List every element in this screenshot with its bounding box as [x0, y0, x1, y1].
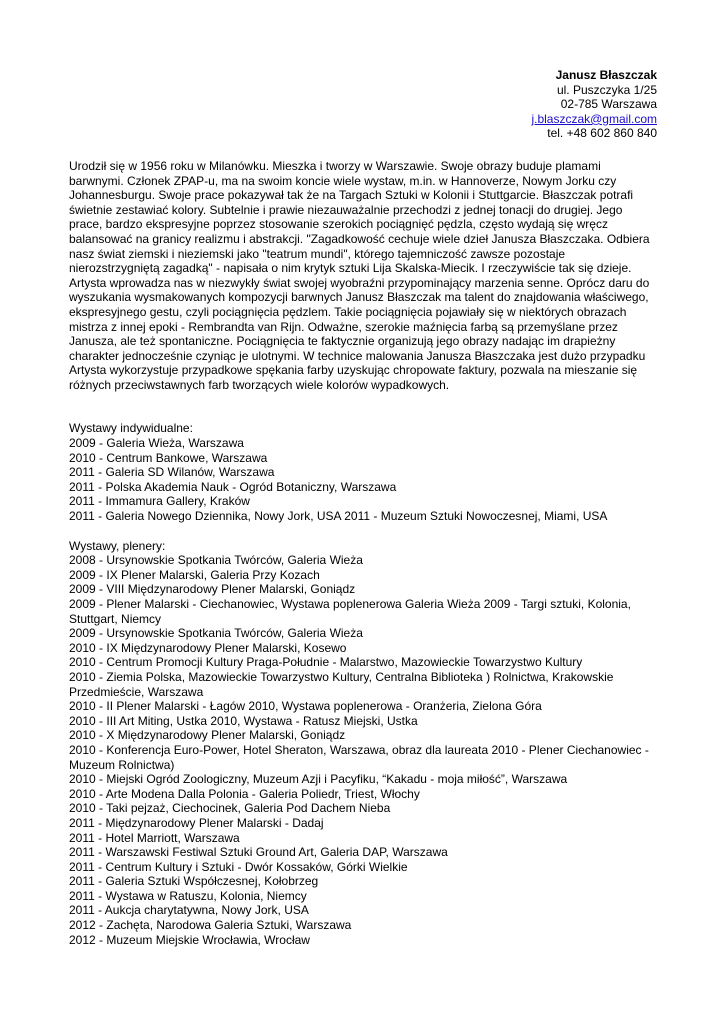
- solo-exhibition-item: 2009 - Galeria Wieża, Warszawa: [69, 436, 244, 451]
- city-address: 02-785 Warszawa: [560, 97, 657, 112]
- group-exhibition-item: 2010 - Miejski Ogród Zoologiczny, Muzeum Azji i Pacyfiku, “Kakadu - moja miłość”, Warszawa: [69, 772, 568, 787]
- solo-exhibition-item: 2011 - Galeria Nowego Dziennika, Nowy Jork, USA 2011 - Muzeum Sztuki Nowoczesnej, Miami, USA: [69, 509, 608, 524]
- group-exhibition-item: 2009 - Ursynowskie Spotkania Twórców, Galeria Wieża: [69, 626, 363, 641]
- solo-exhibition-item: 2010 - Centrum Bankowe, Warszawa: [69, 450, 268, 465]
- group-exhibition-item: 2010 - Konferencja Euro-Power, Hotel Sheraton, Warszawa, obraz dla laureata 2010 - Plener Ciechanowiec - Muzeum Rolnictwa): [69, 742, 649, 772]
- group-exhibition-item: 2011 - Centrum Kultury i Sztuki - Dwór Kossaków, Górki Wielkie: [69, 859, 408, 874]
- group-exhibition-item: 2009 - Plener Malarski - Ciechanowiec, Wystawa poplenerowa Galeria Wieża 2009 - Targi sztuki, Kolonia, Stuttgart, Niemcy: [69, 597, 631, 626]
- group-exhibition-item: 2012 - Zachęta, Narodowa Galeria Sztuki, Warszawa: [69, 918, 352, 933]
- email-link[interactable]: j.blaszczak@gmail.com: [531, 111, 657, 126]
- solo-exhibition-item: 2011 - Immamura Gallery, Kraków: [69, 494, 250, 509]
- group-exhibition-item: 2010 - Ziemia Polska, Mazowieckie Towarzystwo Kultury, Centralna Biblioteka ) Rolnictwa, Krakowskie Przedmieście, Warszawa: [69, 669, 614, 699]
- solo-exhibitions-section: [69, 421, 657, 523]
- group-exhibition-item: 2010 - IX Międzynarodowy Plener Malarski, Kosewo: [69, 640, 347, 655]
- group-exhibition-item: 2011 - Galeria Sztuki Współczesnej, Kołobrzeg: [69, 874, 319, 889]
- group-exhibition-item: 2010 - II Plener Malarski - Łagów 2010, Wystawa poplenerowa - Oranżeria, Zielona Góra: [69, 699, 542, 714]
- group-exhibition-item: 2011 - Aukcja charytatywna, Nowy Jork, USA: [69, 903, 309, 918]
- biography-paragraph: Urodził się w 1956 roku w Milanówku. Mieszka i tworzy w Warszawie. Swoje obrazy buduje plamami barwnymi. Członek ZPAP-u, ma na swoim koncie wiele wystaw, m.in. w Hannoverze, Nowym Jorku czy Johannesburgu. Swoje prace pokazywał tak że na Targach Sztuki w Kolonii i Stuttgarcie. Błaszczak potrafi świetnie zestawiać kolory. Subtelnie i prawie niezauważalnie przechodzi z jednej tonacji do drugiej. Jego prace, bardzo ekspresyjne poprzez stosowanie szerokich pociągnięć pędzla, często wydają się wręcz balansować na granicy realizmu i abstrakcji. "Zagadkowość cechuje wiele dzieł Janusza Błaszczaka. Odbiera nasz świat ziemski i nieziemski jako "teatrum mundi", którego tajemniczość zawsze pozostaje nierozstrzygniętą zagadką" - napisała o nim krytyk sztuki Lija Skalska-Miecik. I rzeczywiście tak się dzieje. Artysta wprowadza nas w niezwykły świat swojej wyobraźni przypominający marzenia senne. Oprócz daru do wyszukania wysmakowanych kompozycji barwnych Janusz Błaszczak ma talent do znajdowania właściwego, ekspresyjnego gestu, czyli pociągnięcia pędzlem. Takie pociągnięcia pojawiały się w niektórych obrazach mistrza z innej epoki - Rembrandta van Rijn. Odważne, szerokie maźnięcia farbą są przemyślane przez Janusza, ale też spontaniczne. Pociągnięcia te faktycznie organizują jego obrazy nadając im drapieżny charakter jednocześnie czyniąc je ulotnymi. W technice malowania Janusza Błaszczaka jest dużo przypadku Artysta wykorzystuje przypadkowe spękania farby uzyskując chropowate faktury, pozwala na mieszanie się różnych przeciwstawnych farb tworzących wiele kolorów wypadkowych.: [69, 158, 650, 392]
- solo-exhibition-item: 2011 - Polska Akademia Nauk - Ogród Botaniczny, Warszawa: [69, 479, 397, 494]
- group-exhibition-item: 2009 - IX Plener Malarski, Galeria Przy Kozach: [69, 567, 320, 582]
- solo-exhibition-item: 2011 - Galeria SD Wilanów, Warszawa: [69, 465, 275, 480]
- group-exhibitions-title: Wystawy, plenery:: [69, 538, 166, 553]
- group-exhibition-item: 2011 - Międzynarodowy Plener Malarski - Dadaj: [69, 815, 324, 830]
- group-exhibition-item: 2010 - Centrum Promocji Kultury Praga-Południe - Malarstwo, Mazowieckie Towarzystwo Kultury: [69, 655, 583, 670]
- group-exhibition-item: 2009 - VIII Międzynarodowy Plener Malarski, Goniądz: [69, 582, 356, 597]
- group-exhibition-item: 2012 - Muzeum Miejskie Wrocławia, Wrocław: [69, 932, 310, 947]
- group-exhibition-item: 2010 - Arte Modena Dalla Polonia - Galeria Poliedr, Triest, Włochy: [69, 786, 420, 801]
- group-exhibition-item: 2008 - Ursynowskie Spotkania Twórców, Galeria Wieża: [69, 553, 363, 568]
- phone-number: tel. +48 602 860 840: [547, 126, 657, 141]
- group-exhibitions-section: [69, 539, 657, 948]
- group-exhibition-item: 2010 - Taki pejzaż, Ciechocinek, Galeria Pod Dachem Nieba: [69, 801, 391, 816]
- street-address: ul. Puszczyka 1/25: [556, 82, 657, 97]
- group-exhibition-item: 2011 - Wystawa w Ratuszu, Kolonia, Niemcy: [69, 888, 307, 903]
- group-exhibition-item: 2011 - Hotel Marriott, Warszawa: [69, 830, 240, 845]
- group-exhibition-item: 2010 - X Międzynarodowy Plener Malarski, Goniądz: [69, 728, 346, 743]
- group-exhibition-item: 2011 - Warszawski Festiwal Sztuki Ground Art, Galeria DAP, Warszawa: [69, 845, 448, 860]
- document-page: [69, 68, 657, 962]
- artist-name: Janusz Błaszczak: [555, 68, 657, 82]
- contact-block: [69, 68, 657, 141]
- group-exhibition-item: 2010 - III Art Miting, Ustka 2010, Wystawa - Ratusz Miejski, Ustka: [69, 713, 418, 728]
- solo-exhibitions-title: Wystawy indywidualne:: [69, 421, 193, 436]
